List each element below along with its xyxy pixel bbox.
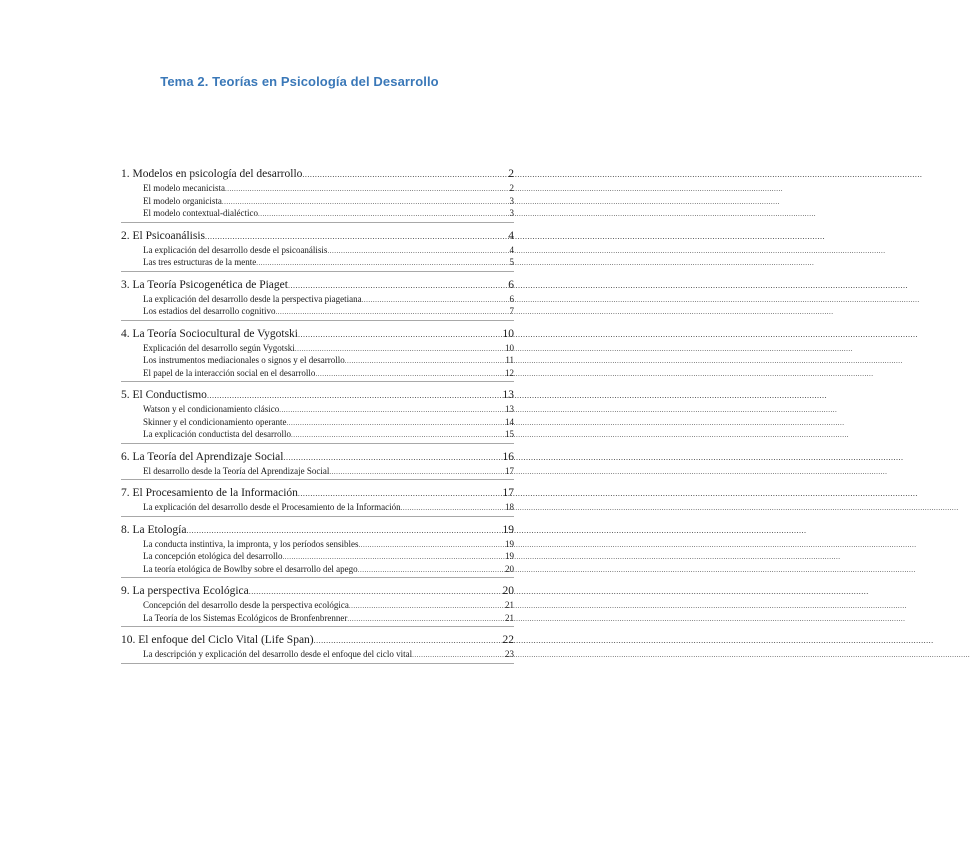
toc-subsection-entry[interactable] [121, 367, 514, 380]
toc-section [121, 387, 514, 444]
toc-section [121, 522, 514, 579]
toc-chapter-label: 8. La Etología [121, 523, 187, 536]
toc-page-number: 20 [505, 563, 514, 574]
toc-subsection-entry[interactable] [121, 648, 514, 661]
toc-chapter-entry[interactable] [121, 632, 514, 648]
toc-chapter-entry[interactable] [121, 228, 514, 244]
toc-subsection-entry[interactable] [121, 293, 514, 306]
toc-dot-leader [327, 245, 508, 258]
toc-dot-leader [298, 486, 502, 502]
toc-chapter-label: 3. La Teoría Psicogenética de Piaget [121, 278, 288, 291]
toc-page-number: 2 [508, 168, 514, 180]
toc-dot-leader [358, 539, 504, 552]
toc-page-number: 19 [502, 523, 514, 536]
toc-chapter-label: 7. El Procesamiento de la Información [121, 487, 298, 499]
toc-subsection-label: Los estadios del desarrollo cognitivo [143, 306, 276, 316]
toc-page-number: 20 [502, 585, 514, 597]
toc-subsection-entry[interactable] [121, 599, 514, 612]
toc-dot-leader [302, 167, 507, 183]
toc-dot-leader [329, 466, 504, 479]
toc-subsection-entry[interactable] [121, 538, 514, 551]
toc-page-number: 17 [502, 487, 514, 499]
toc-section [121, 632, 514, 664]
toc-subsection-entry[interactable] [121, 305, 514, 318]
toc-chapter-label: 1. Modelos en psicología del desarrollo [121, 168, 303, 180]
toc-chapter-label: 6. La Teoría del Aprendizaje Social [121, 450, 284, 463]
toc-chapter-entry[interactable] [121, 277, 514, 293]
toc-section [121, 277, 514, 321]
toc-chapter-label: 5. El Conductismo [121, 389, 207, 401]
toc-subsection-entry[interactable] [121, 501, 514, 514]
toc-dot-leader [412, 649, 504, 662]
toc-page-number: 23 [505, 649, 514, 659]
toc-subsection-entry[interactable] [121, 195, 514, 208]
toc-page-number: 6 [508, 278, 514, 291]
toc-subsection-label: El modelo mecanicista [143, 183, 225, 193]
toc-page-number: 3 [509, 208, 514, 218]
toc-dot-leader [291, 429, 504, 442]
toc-page-number: 19 [505, 551, 514, 561]
toc-subsection-label: La explicación del desarrollo desde la perspectiva piagetiana [143, 293, 362, 304]
toc-subsection-entry[interactable] [121, 342, 514, 355]
toc-subsection-label: La explicación del desarrollo desde el psicoanálisis [143, 244, 328, 255]
toc-page-number: 12 [505, 367, 514, 378]
toc-subsection-label: La explicación del desarrollo desde el Procesamiento de la Información [143, 502, 401, 512]
toc-chapter-entry[interactable] [121, 387, 514, 403]
toc-subsection-label: La concepción etológica del desarrollo [143, 551, 283, 561]
toc-chapter-entry[interactable] [121, 485, 514, 501]
toc-dot-leader [249, 584, 502, 600]
toc-section [121, 449, 514, 481]
toc-subsection-entry[interactable] [121, 207, 514, 220]
document-title: Tema 2. Teorías en Psicología del Desarrollo [160, 74, 439, 89]
toc-page-number: 14 [505, 416, 514, 427]
toc-subsection-entry[interactable] [121, 182, 514, 195]
toc-dot-leader [256, 257, 508, 270]
toc-section [121, 485, 514, 517]
toc-dot-leader [283, 450, 501, 466]
toc-subsection-label: Las tres estructuras de la mente [143, 257, 257, 267]
toc-subsection-entry[interactable] [121, 403, 514, 416]
toc-dot-leader [314, 633, 502, 649]
toc-page-number: 7 [509, 306, 514, 316]
toc-chapter-label: 10. El enfoque del Ciclo Vital (Life Span) [121, 634, 314, 646]
toc-subsection-label: Skinner y el condicionamiento operante [143, 416, 287, 427]
toc-chapter-label: 9. La perspectiva Ecológica [121, 585, 249, 597]
toc-page-number: 5 [509, 257, 514, 267]
toc-subsection-entry[interactable] [121, 416, 514, 429]
toc-section [121, 228, 514, 272]
toc-dot-leader [345, 355, 505, 368]
toc-page-number: 4 [508, 229, 514, 242]
table-of-contents [121, 166, 514, 669]
toc-subsection-entry[interactable] [121, 465, 514, 478]
toc-chapter-entry[interactable] [121, 449, 514, 465]
toc-dot-leader [258, 208, 509, 221]
toc-dot-leader [186, 523, 501, 539]
toc-page-number: 11 [505, 355, 514, 365]
toc-chapter-label: 2. El Psicoanálisis [121, 229, 206, 242]
toc-subsection-label: Concepción del desarrollo desde la perspectiva ecológica [143, 600, 349, 610]
toc-subsection-label: La Teoría de los Sistemas Ecológicos de Bronfenbrenner [143, 612, 348, 623]
toc-subsection-label: El papel de la interacción social en el desarrollo [143, 367, 316, 378]
toc-dot-leader [347, 613, 504, 626]
toc-subsection-label: La teoría etológica de Bowlby sobre el desarrollo del apego [143, 563, 358, 574]
toc-subsection-entry[interactable] [121, 612, 514, 625]
toc-page-number: 21 [505, 612, 514, 623]
toc-subsection-entry[interactable] [121, 256, 514, 269]
toc-dot-leader [225, 183, 509, 196]
toc-subsection-entry[interactable] [121, 550, 514, 563]
toc-dot-leader [279, 404, 504, 417]
toc-subsection-label: El modelo organicista [143, 195, 222, 206]
toc-dot-leader [315, 368, 504, 381]
toc-subsection-label: La descripción y explicación del desarrollo desde el enfoque del ciclo vital [143, 649, 413, 659]
toc-page-number: 4 [509, 244, 514, 255]
toc-page-number: 13 [502, 389, 514, 401]
toc-subsection-entry[interactable] [121, 244, 514, 257]
toc-page-number: 2 [509, 183, 514, 193]
toc-subsection-label: Watson y el condicionamiento clásico [143, 404, 280, 414]
toc-dot-leader [286, 417, 504, 430]
toc-chapter-entry[interactable] [121, 522, 514, 538]
toc-dot-leader [205, 229, 507, 245]
toc-dot-leader [222, 196, 509, 209]
toc-section [121, 166, 514, 223]
toc-subsection-entry[interactable] [121, 428, 514, 441]
toc-page-number: 16 [502, 450, 514, 463]
toc-page-number: 13 [505, 404, 514, 414]
toc-section [121, 583, 514, 627]
toc-section [121, 326, 514, 383]
toc-dot-leader [358, 564, 504, 577]
toc-page-number: 6 [509, 293, 514, 304]
toc-dot-leader [275, 306, 508, 319]
toc-page-number: 15 [505, 429, 514, 439]
toc-chapter-entry[interactable] [121, 583, 514, 599]
toc-page-number: 3 [509, 195, 514, 206]
toc-subsection-label: La explicación conductista del desarrollo [143, 429, 291, 439]
toc-dot-leader [288, 278, 507, 294]
toc-dot-leader [298, 327, 502, 343]
toc-subsection-label: Explicación del desarrollo según Vygotski [143, 342, 295, 353]
toc-page-number: 10 [502, 327, 514, 340]
toc-page-number: 18 [505, 502, 514, 512]
toc-page-number: 19 [505, 538, 514, 549]
toc-subsection-label: La conducta instintiva, la impronta, y los períodos sensibles [143, 538, 359, 549]
toc-subsection-entry[interactable] [121, 354, 514, 367]
toc-page-number: 17 [505, 465, 514, 476]
toc-subsection-label: El desarrollo desde la Teoría del Aprendizaje Social [143, 465, 330, 476]
toc-page-number: 21 [505, 600, 514, 610]
toc-subsection-label: Los instrumentos mediacionales o signos y el desarrollo [143, 355, 345, 365]
toc-chapter-entry[interactable] [121, 166, 514, 182]
toc-dot-leader [349, 600, 504, 613]
toc-dot-leader [362, 294, 509, 307]
toc-subsection-label: El modelo contextual-dialéctico [143, 208, 258, 218]
toc-subsection-entry[interactable] [121, 563, 514, 576]
toc-dot-leader [207, 388, 502, 404]
toc-dot-leader [401, 502, 504, 515]
toc-page-number: 10 [505, 342, 514, 353]
toc-chapter-label: 4. La Teoría Sociocultural de Vygotski [121, 327, 298, 340]
toc-chapter-entry[interactable] [121, 326, 514, 342]
toc-page-number: 22 [502, 634, 514, 646]
